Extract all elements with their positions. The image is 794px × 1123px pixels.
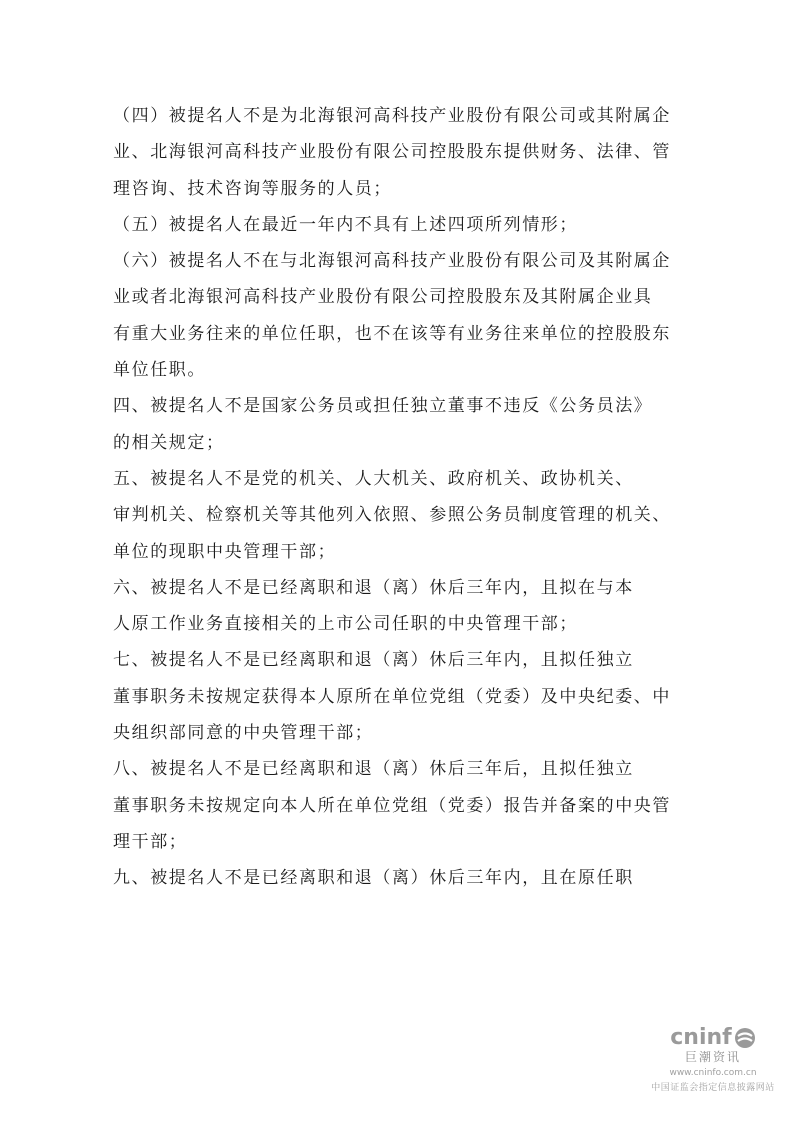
paragraph-line: 理咨询、技术咨询等服务的人员；: [113, 178, 392, 199]
paragraph-line: （六）被提名人不在与北海银河高科技产业股份有限公司及其附属企: [113, 251, 671, 272]
paragraph-line: 单位的现职中央管理干部；: [113, 541, 337, 562]
logo-name-cn: 巨潮资讯: [684, 1050, 741, 1064]
paragraph-line: 业或者北海银河高科技产业股份有限公司控股股东及其附属企业具: [113, 287, 653, 308]
paragraph-line: 的相关规定；: [113, 432, 225, 453]
cninfo-watermark: [638, 1025, 788, 1115]
cninfo-logo-icon: [734, 1027, 756, 1049]
paragraph-line: 审判机关、检察机关等其他列入依照、参照公务员制度管理的机关、: [113, 505, 671, 526]
paragraph-line: 理干部；: [113, 831, 188, 852]
document-body: [113, 98, 693, 897]
paragraph-line: 央组织部同意的中央管理干部；: [113, 723, 374, 744]
paragraph-line: 六、被提名人不是已经离职和退（离）休后三年内，且拟在与本: [113, 577, 634, 598]
paragraph-line: 人原工作业务直接相关的上市公司任职的中央管理干部；: [113, 614, 578, 635]
logo-mark: [670, 1025, 755, 1050]
logo-url: www.cninfo.com.cn: [669, 1068, 757, 1078]
paragraph-line: （四）被提名人不是为北海银河高科技产业股份有限公司或其附属企: [113, 106, 671, 126]
paragraph-line: 四、被提名人不是国家公务员或担任独立董事不违反《公务员法》: [113, 396, 653, 417]
paragraph-line: 九、被提名人不是已经离职和退（离）休后三年内，且在原任职: [113, 868, 634, 889]
logo-brand: cninf: [670, 1025, 732, 1050]
paragraph-line: 董事职务未按规定获得本人原所在单位党组（党委）及中央纪委、中: [113, 686, 671, 707]
paragraph-line: 有重大业务往来的单位任职，也不在该等有业务往来单位的控股股东: [113, 323, 671, 344]
paragraph-line: 董事职务未按规定向本人所在单位党组（党委）报告并备案的中央管: [113, 795, 671, 816]
paragraph-line: 五、被提名人不是党的机关、人大机关、政府机关、政协机关、: [113, 468, 634, 489]
paragraph-line: （五）被提名人在最近一年内不具有上述四项所列情形；: [113, 214, 578, 235]
paragraph-line: 八、被提名人不是已经离职和退（离）休后三年后，且拟任独立: [113, 759, 634, 780]
paragraph-line: 七、被提名人不是已经离职和退（离）休后三年内，且拟任独立: [113, 650, 634, 671]
paragraph-line: 单位任职。: [113, 360, 206, 381]
logo-slogan: 中国证监会指定信息披露网站: [651, 1083, 775, 1093]
paragraph-line: 业、北海银河高科技产业股份有限公司控股股东提供财务、法律、管: [113, 142, 671, 163]
